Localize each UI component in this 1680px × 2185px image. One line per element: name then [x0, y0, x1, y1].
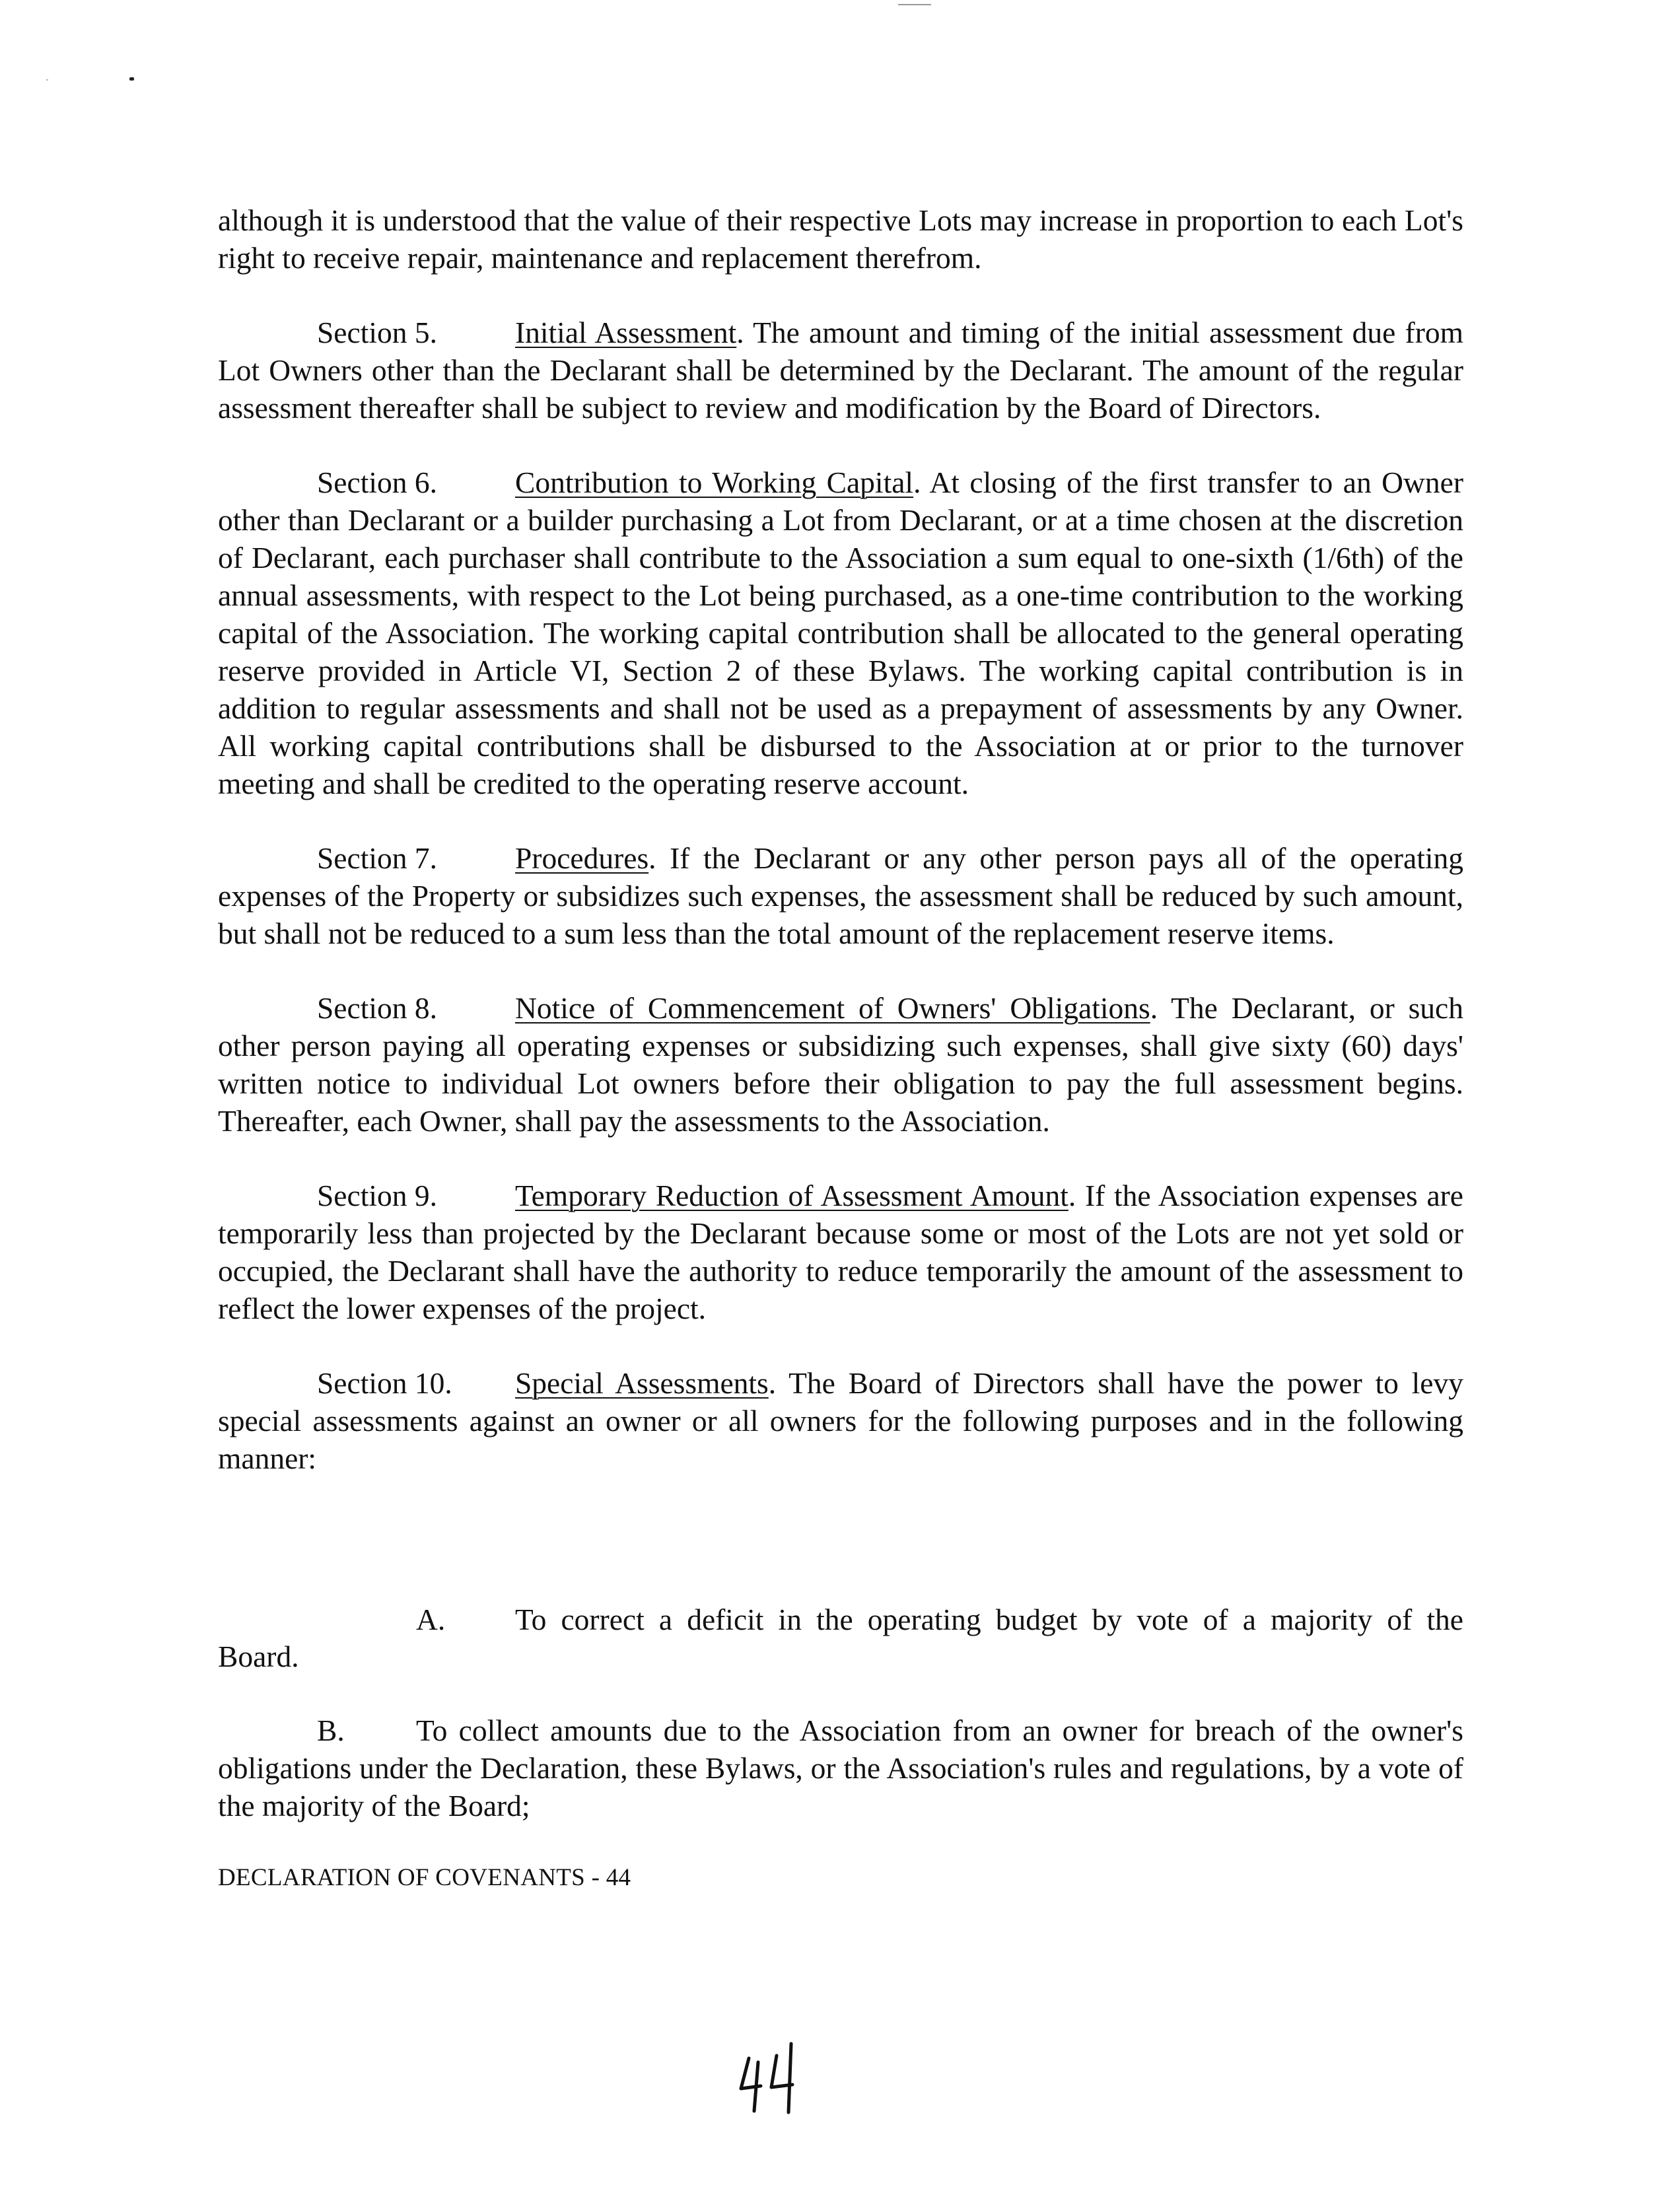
section-8	[218, 989, 1463, 1140]
section-10	[218, 1364, 1463, 1477]
section-10-body: . The Board of Directors shall have the power to levy special assessments against an owner or all owners for the following purposes and in the following manner:	[218, 1366, 1463, 1475]
section-5-body: . The amount and timing of the initial assessment due from Lot Owners other than the Declarant shall be determined by the Declarant. The amount of the regular assessment thereafter shall be subject to review and modification by the Board of Directors.	[218, 316, 1463, 425]
section-5-number: Section 5.	[317, 316, 437, 349]
section-9-number: Section 9.	[317, 1179, 437, 1212]
subitem-b	[218, 1712, 1463, 1824]
subitem-a-text: To correct a deficit in the operating budget by vote of a majority of the	[515, 1603, 1463, 1636]
section-5	[218, 314, 1463, 427]
section-10-number: Section 10.	[317, 1366, 452, 1400]
section-8-title: Notice of Commencement of Owners' Obligations	[515, 991, 1150, 1025]
section-7-body: . If the Declarant or any other person pays all of the operating expenses of the Property or subsidizes such expenses, the assessment shall be reduced by such amount, but shall not be reduced to a sum less than the total amount of the replacement reserve items.	[218, 841, 1463, 950]
subitem-b-letter: B.	[317, 1714, 345, 1747]
handwritten-page-number	[726, 2024, 819, 2116]
document-body	[218, 201, 1463, 1477]
scan-artifact-top	[898, 4, 931, 5]
section-6-title: Contribution to Working Capital	[515, 466, 914, 499]
section-6-number: Section 6.	[317, 466, 437, 499]
subitem-a	[416, 1601, 1463, 1638]
section-6-body: . At closing of the first transfer to an Owner other than Declarant or a builder purchasing a Lot from Declarant, or at a time chosen at the discretion of Declarant, each purchaser shall contribute to the Association a sum equal to one-sixth (1/6th) of the annual assessments, with respect to the Lot being purchased, as a one-time contribution to the working capital of the Association. The working capital contribution shall be allocated to the general operating reserve provided in Article VI, Section 2 of these Bylaws. The working capital contribution is in addition to regular assessments and shall not be used as a prepayment of assessments by any Owner. All working capital contributions shall be disbursed to the Association at or prior to the turnover meeting and shall be credited to the operating reserve account.	[218, 466, 1463, 800]
section-7-title: Procedures	[515, 841, 649, 875]
continuation-paragraph: although it is understood that the value of their respective Lots may increase in proportion to each Lot's right to receive repair, maintenance and replacement therefrom.	[218, 203, 1463, 275]
scan-artifact-dot	[129, 77, 134, 81]
section-7	[218, 839, 1463, 952]
page-footer: DECLARATION OF COVENANTS - 44	[218, 1864, 631, 1891]
subitem-a-letter: A.	[416, 1603, 446, 1636]
subitem-a-continuation: Board.	[218, 1640, 299, 1673]
section-8-body: . The Declarant, or such other person paying all operating expenses or subsidizing such expenses, shall give sixty (60) days' written notice to individual Lot owners before their obligation to pay the full assessment begins. Thereafter, each Owner, shall pay the assessments to the Association.	[218, 991, 1463, 1138]
section-7-number: Section 7.	[317, 841, 437, 875]
section-10-title: Special Assessments	[515, 1366, 769, 1400]
section-8-number: Section 8.	[317, 991, 437, 1025]
section-9-title: Temporary Reduction of Assessment Amount	[515, 1179, 1068, 1212]
subitem-b-text: To collect amounts due to the Association from an owner for breach of the owner's obligations under the Declaration, these Bylaws, or the Association's rules and regulations, by a vote of the majority of the Board;	[218, 1714, 1463, 1822]
section-9	[218, 1177, 1463, 1327]
scan-artifact-speck	[46, 79, 48, 81]
section-6	[218, 464, 1463, 802]
section-5-title: Initial Assessment	[515, 316, 737, 349]
section-9-body: . If the Association expenses are temporarily less than projected by the Declarant because some or most of the Lots are not yet sold or occupied, the Declarant shall have the authority to reduce temporarily the amount of the assessment to reflect the lower expenses of the project.	[218, 1179, 1463, 1325]
